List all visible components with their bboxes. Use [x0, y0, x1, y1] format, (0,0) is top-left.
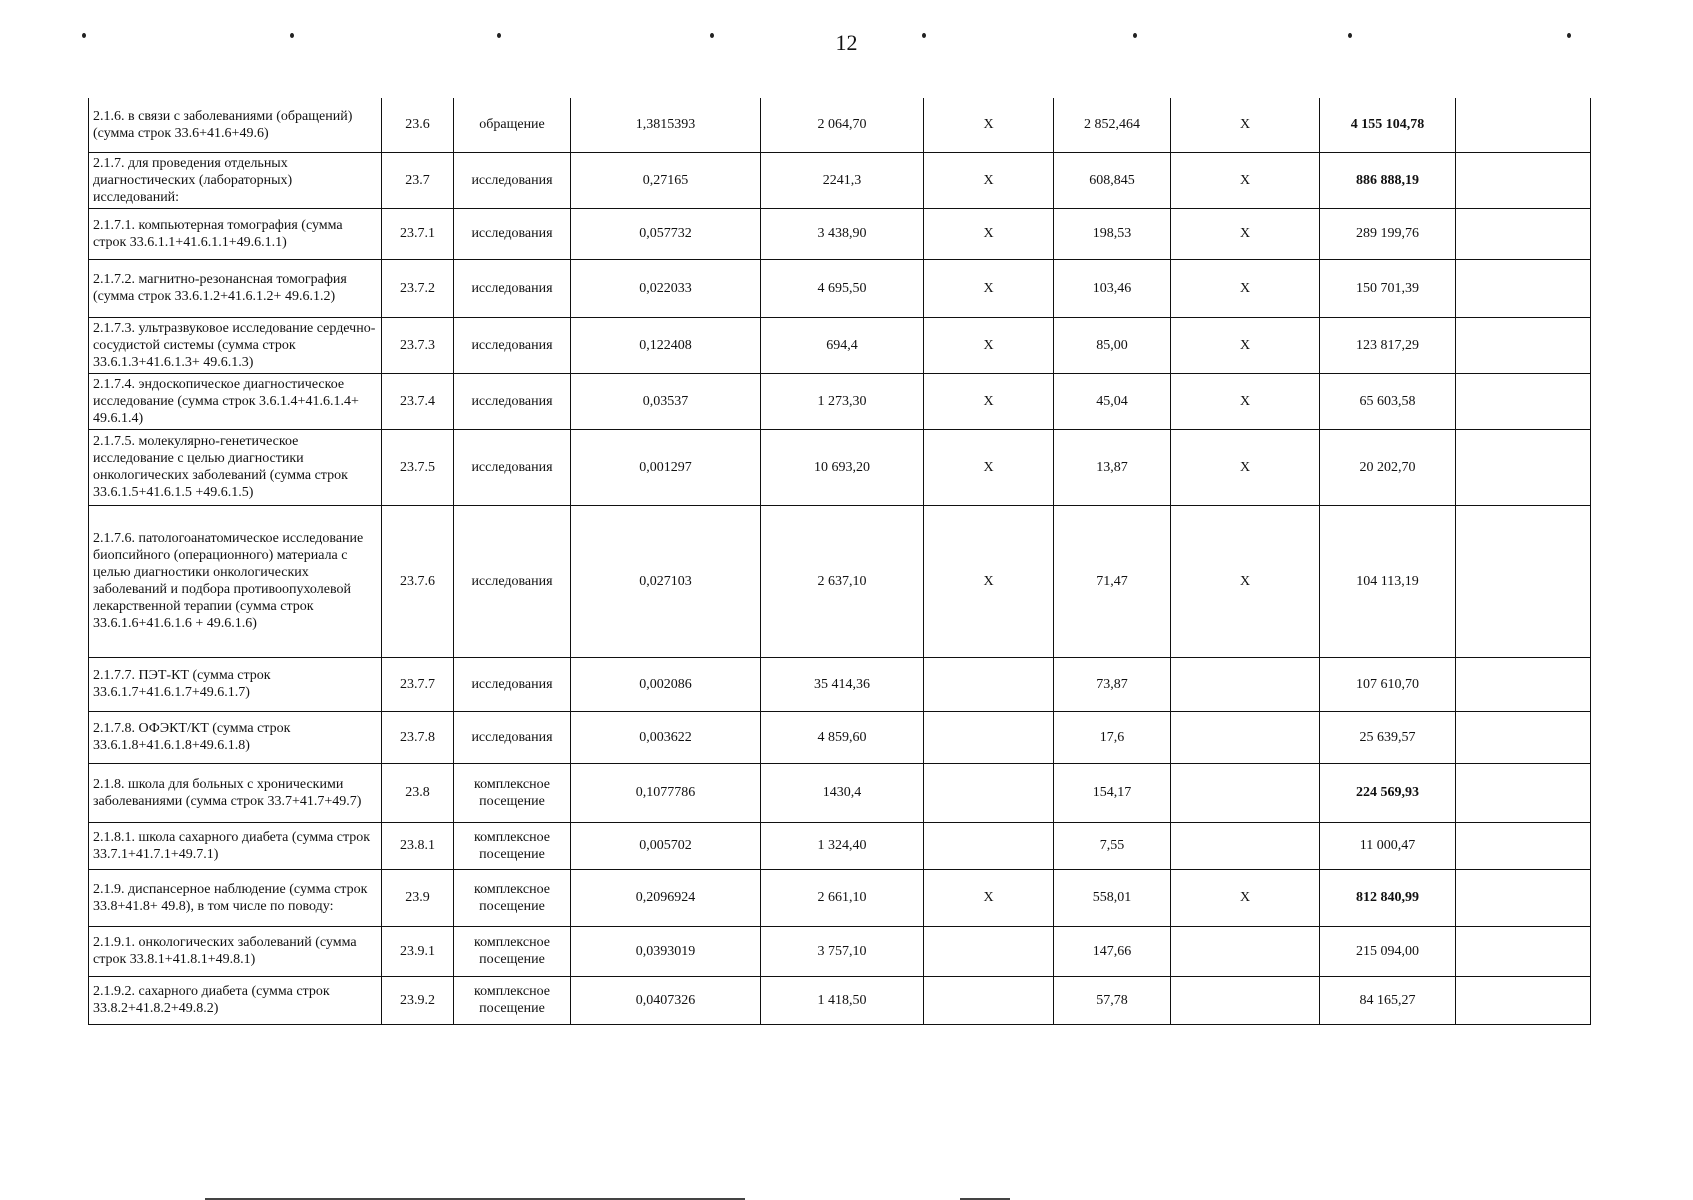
row-total: 289 199,76 [1320, 208, 1456, 259]
row-norm: 0,27165 [571, 152, 761, 208]
row-code: 23.7.6 [382, 505, 454, 657]
row-cost: 4 695,50 [761, 259, 924, 317]
row-code: 23.7.7 [382, 657, 454, 711]
row-unit: комплексное посещение [454, 763, 571, 822]
row-col-7: 7,55 [1054, 822, 1171, 869]
row-unit: комплексное посещение [454, 976, 571, 1024]
row-col-8 [1171, 976, 1320, 1024]
row-code: 23.7.5 [382, 429, 454, 505]
row-cost: 1 324,40 [761, 822, 924, 869]
row-col-8: X [1171, 505, 1320, 657]
row-total: 84 165,27 [1320, 976, 1456, 1024]
row-col-10 [1456, 98, 1591, 152]
row-name: 2.1.8.1. школа сахарного диабета (сумма строк 33.7.1+41.7.1+49.7.1) [89, 822, 382, 869]
row-unit: исследования [454, 505, 571, 657]
row-col-7: 13,87 [1054, 429, 1171, 505]
row-name: 2.1.6. в связи с заболеваниями (обращений) (сумма строк 33.6+41.6+49.6) [89, 98, 382, 152]
table-row [89, 208, 1591, 259]
table-row [89, 429, 1591, 505]
row-name: 2.1.9.1. онкологических заболеваний (сумма строк 33.8.1+41.8.1+49.8.1) [89, 926, 382, 976]
row-col-7: 608,845 [1054, 152, 1171, 208]
row-col-7: 57,78 [1054, 976, 1171, 1024]
row-col-6: X [924, 429, 1054, 505]
row-norm: 0,0393019 [571, 926, 761, 976]
row-norm: 0,0407326 [571, 976, 761, 1024]
scan-dot [1348, 33, 1352, 38]
row-name: 2.1.7.1. компьютерная томография (сумма строк 33.6.1.1+41.6.1.1+49.6.1.1) [89, 208, 382, 259]
row-total: 107 610,70 [1320, 657, 1456, 711]
row-col-10 [1456, 373, 1591, 429]
row-norm: 0,2096924 [571, 869, 761, 926]
row-unit: обращение [454, 98, 571, 152]
row-total: 25 639,57 [1320, 711, 1456, 763]
row-cost: 2 661,10 [761, 869, 924, 926]
row-col-10 [1456, 763, 1591, 822]
row-unit: комплексное посещение [454, 926, 571, 976]
row-col-10 [1456, 976, 1591, 1024]
row-col-7: 45,04 [1054, 373, 1171, 429]
table-row [89, 152, 1591, 208]
row-col-6: X [924, 152, 1054, 208]
row-col-8: X [1171, 317, 1320, 373]
table-row [89, 822, 1591, 869]
row-col-8 [1171, 711, 1320, 763]
row-norm: 0,001297 [571, 429, 761, 505]
row-norm: 0,1077786 [571, 763, 761, 822]
scan-dot [290, 33, 294, 38]
row-code: 23.6 [382, 98, 454, 152]
row-col-10 [1456, 505, 1591, 657]
row-col-8: X [1171, 429, 1320, 505]
row-col-7: 558,01 [1054, 869, 1171, 926]
row-total: 20 202,70 [1320, 429, 1456, 505]
row-cost: 1 273,30 [761, 373, 924, 429]
row-name: 2.1.7.4. эндоскопическое диагностическое исследование (сумма строк 3.6.1.4+41.6.1.4+ 49.6.1.4) [89, 373, 382, 429]
row-col-7: 17,6 [1054, 711, 1171, 763]
row-cost: 10 693,20 [761, 429, 924, 505]
scan-dot [710, 33, 714, 38]
row-col-6: X [924, 208, 1054, 259]
row-col-8: X [1171, 152, 1320, 208]
table-body [89, 98, 1591, 1024]
row-name: 2.1.7.8. ОФЭКТ/КТ (сумма строк 33.6.1.8+41.6.1.8+49.6.1.8) [89, 711, 382, 763]
row-cost: 4 859,60 [761, 711, 924, 763]
row-code: 23.9.1 [382, 926, 454, 976]
table-row [89, 317, 1591, 373]
row-code: 23.7.3 [382, 317, 454, 373]
row-col-6 [924, 711, 1054, 763]
row-total: 150 701,39 [1320, 259, 1456, 317]
row-col-7: 147,66 [1054, 926, 1171, 976]
row-norm: 0,002086 [571, 657, 761, 711]
row-cost: 694,4 [761, 317, 924, 373]
row-unit: комплексное посещение [454, 822, 571, 869]
row-unit: комплексное посещение [454, 869, 571, 926]
row-name: 2.1.9. диспансерное наблюдение (сумма строк 33.8+41.8+ 49.8), в том числе по поводу: [89, 869, 382, 926]
row-norm: 0,122408 [571, 317, 761, 373]
row-col-7: 154,17 [1054, 763, 1171, 822]
table-row [89, 763, 1591, 822]
row-col-6: X [924, 869, 1054, 926]
row-cost: 1 418,50 [761, 976, 924, 1024]
row-norm: 0,03537 [571, 373, 761, 429]
row-cost: 3 438,90 [761, 208, 924, 259]
row-code: 23.9.2 [382, 976, 454, 1024]
row-total: 812 840,99 [1320, 869, 1456, 926]
row-unit: исследования [454, 152, 571, 208]
row-col-8: X [1171, 373, 1320, 429]
table-row [89, 259, 1591, 317]
row-cost: 2 637,10 [761, 505, 924, 657]
scan-dot [497, 33, 501, 38]
row-total: 4 155 104,78 [1320, 98, 1456, 152]
table-row [89, 373, 1591, 429]
row-col-10 [1456, 208, 1591, 259]
row-code: 23.8.1 [382, 822, 454, 869]
row-norm: 0,005702 [571, 822, 761, 869]
row-name: 2.1.7.5. молекулярно-генетическое исследование с целью диагностики онкологических заболеваний (сумма строк 33.6.1.5+41.6.1.5 +49.6.1.5) [89, 429, 382, 505]
row-unit: исследования [454, 373, 571, 429]
row-col-8 [1171, 763, 1320, 822]
row-name: 2.1.7.3. ультразвуковое исследование сердечно-сосудистой системы (сумма строк 33.6.1.3+41.6.1.3+ 49.6.1.3) [89, 317, 382, 373]
row-code: 23.9 [382, 869, 454, 926]
row-col-6: X [924, 317, 1054, 373]
row-col-6: X [924, 98, 1054, 152]
table-row [89, 711, 1591, 763]
row-col-6: X [924, 505, 1054, 657]
row-norm: 0,003622 [571, 711, 761, 763]
row-total: 65 603,58 [1320, 373, 1456, 429]
row-col-6 [924, 976, 1054, 1024]
row-code: 23.8 [382, 763, 454, 822]
row-col-10 [1456, 926, 1591, 976]
row-unit: исследования [454, 657, 571, 711]
scan-dot [922, 33, 926, 38]
row-col-8: X [1171, 869, 1320, 926]
row-col-10 [1456, 429, 1591, 505]
table-row [89, 976, 1591, 1024]
table-row [89, 98, 1591, 152]
table-row [89, 657, 1591, 711]
row-col-6 [924, 926, 1054, 976]
row-col-8: X [1171, 98, 1320, 152]
row-unit: исследования [454, 259, 571, 317]
row-norm: 0,027103 [571, 505, 761, 657]
row-col-6: X [924, 373, 1054, 429]
row-col-10 [1456, 711, 1591, 763]
row-cost: 2241,3 [761, 152, 924, 208]
scan-dot [82, 33, 86, 38]
row-name: 2.1.7.6. патологоанатомическое исследование биопсийного (операционного) материала с целью диагностики онкологических заболеваний и подбора противоопухолевой лекарственной терапии (сумма строк 33.6.1.6+41.6.1.6 + 49.6.1.6) [89, 505, 382, 657]
row-name: 2.1.7.7. ПЭТ-КТ (сумма строк 33.6.1.7+41.6.1.7+49.6.1.7) [89, 657, 382, 711]
row-col-8: X [1171, 259, 1320, 317]
row-col-7: 2 852,464 [1054, 98, 1171, 152]
row-total: 215 094,00 [1320, 926, 1456, 976]
row-norm: 0,022033 [571, 259, 761, 317]
row-unit: исследования [454, 208, 571, 259]
scan-dot [1133, 33, 1137, 38]
row-col-8 [1171, 926, 1320, 976]
row-col-6: X [924, 259, 1054, 317]
row-name: 2.1.8. школа для больных с хроническими заболеваниями (сумма строк 33.7+41.7+49.7) [89, 763, 382, 822]
row-code: 23.7.8 [382, 711, 454, 763]
row-norm: 1,3815393 [571, 98, 761, 152]
row-col-10 [1456, 822, 1591, 869]
row-col-7: 198,53 [1054, 208, 1171, 259]
row-code: 23.7 [382, 152, 454, 208]
table-row [89, 926, 1591, 976]
row-col-7: 73,87 [1054, 657, 1171, 711]
row-total: 123 817,29 [1320, 317, 1456, 373]
row-col-8: X [1171, 208, 1320, 259]
scan-dot [1567, 33, 1571, 38]
row-col-7: 85,00 [1054, 317, 1171, 373]
row-col-8 [1171, 657, 1320, 711]
row-name: 2.1.7. для проведения отдельных диагностических (лабораторных) исследований: [89, 152, 382, 208]
row-col-10 [1456, 259, 1591, 317]
row-cost: 1430,4 [761, 763, 924, 822]
row-unit: исследования [454, 429, 571, 505]
row-unit: исследования [454, 317, 571, 373]
row-name: 2.1.9.2. сахарного диабета (сумма строк 33.8.2+41.8.2+49.8.2) [89, 976, 382, 1024]
data-table [88, 98, 1591, 1025]
row-code: 23.7.1 [382, 208, 454, 259]
row-cost: 3 757,10 [761, 926, 924, 976]
row-col-6 [924, 763, 1054, 822]
row-col-7: 103,46 [1054, 259, 1171, 317]
row-col-10 [1456, 317, 1591, 373]
row-total: 11 000,47 [1320, 822, 1456, 869]
row-total: 224 569,93 [1320, 763, 1456, 822]
row-norm: 0,057732 [571, 208, 761, 259]
row-col-10 [1456, 869, 1591, 926]
row-total: 104 113,19 [1320, 505, 1456, 657]
row-cost: 2 064,70 [761, 98, 924, 152]
row-code: 23.7.4 [382, 373, 454, 429]
page-number: 12 [835, 30, 858, 55]
row-col-7: 71,47 [1054, 505, 1171, 657]
row-col-6 [924, 822, 1054, 869]
row-cost: 35 414,36 [761, 657, 924, 711]
table-row [89, 869, 1591, 926]
row-name: 2.1.7.2. магнитно-резонансная томография (сумма строк 33.6.1.2+41.6.1.2+ 49.6.1.2) [89, 259, 382, 317]
row-col-10 [1456, 657, 1591, 711]
row-col-8 [1171, 822, 1320, 869]
row-col-10 [1456, 152, 1591, 208]
row-total: 886 888,19 [1320, 152, 1456, 208]
row-unit: исследования [454, 711, 571, 763]
row-code: 23.7.2 [382, 259, 454, 317]
row-col-6 [924, 657, 1054, 711]
table-row [89, 505, 1591, 657]
